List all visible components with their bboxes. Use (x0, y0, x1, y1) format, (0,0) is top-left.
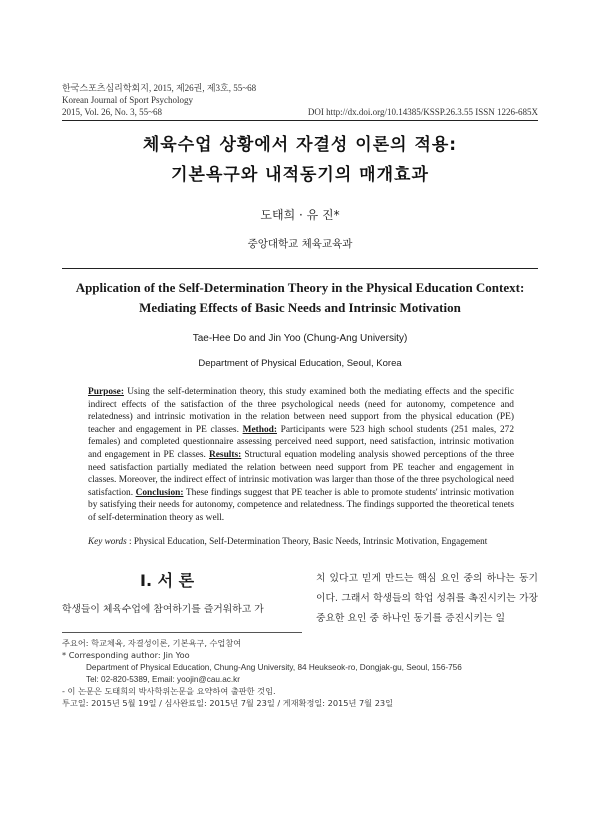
english-title-line1: Application of the Self-Determination Theory in the Physical Education Context: (75, 280, 525, 295)
journal-citation-korean: 한국스포츠심리학회지, 2015, 제26권, 제3호, 55~68 (62, 83, 257, 93)
title-divider (62, 268, 538, 269)
korean-title-line2: 기본욕구와 내적동기의 매개효과 (171, 165, 429, 185)
results-text: Structural equation modeling analysis showed perceptions of the three need satisfaction partially mediated the relation between need support from PE teacher and engagement in classes. Moreover, the indirect effect of intrinsic motivation was larger than those of the three psychological need satisfaction. (88, 449, 514, 498)
results-label: Results: (208, 449, 242, 460)
keywords (88, 536, 518, 546)
footnote-divider (62, 632, 302, 633)
footnote-dates: 투고일: 2015년 5월 19일 / 심사완료일: 2015년 7월 23일 / 게재확정일: 2015년 7월 23일 (62, 698, 394, 708)
conclusion-text: These findings suggest that PE teacher is able to promote students' intrinsic motivation by satisfying their needs for autonomy, competence and relatedness. The findings supported the theoretical tenets of self-determination theory as well. (88, 487, 514, 523)
method-text: Participants were 523 high school students (251 males, 272 females) and completed questionnaire assessing perceived need support, need satisfaction, intrinsic motivation and engagement in PE classes. (88, 424, 515, 460)
method-label: Method: (242, 424, 277, 435)
korean-title-line1: 체육수업 상황에서 자결성 이론의 적용: (142, 135, 458, 155)
english-title-line2: Mediating Effects of Basic Needs and Intrinsic Motivation (139, 300, 461, 315)
conclusion-label: Conclusion: (135, 487, 184, 498)
journal-volume-english: 2015, Vol. 26, No. 3, 55~68 (62, 107, 163, 117)
footnote-address: Department of Physical Education, Chung-Ang University, 84 Heukseok-ro, Dongjak-gu, Seoul, 156-756 (86, 663, 462, 672)
body-left-column: 학생들이 체육수업에 참여하기를 즐거워하고 가 (62, 604, 264, 615)
keywords-text: : Physical Education, Self-Determination Theory, Basic Needs, Intrinsic Motivation, Engagement (126, 536, 488, 546)
section-heading: I. 서 론 (140, 571, 195, 590)
korean-authors: 도태희 · 유 진* (260, 208, 340, 222)
footnote-dissertation-note: - 이 논문은 도태희의 박사학위논문을 요약하여 출판한 것임. (62, 686, 276, 696)
footnote-contact: Tel: 02-820-5389, Email: yoojin@cau.ac.kr (86, 675, 240, 684)
doi-issn: DOI http://dx.doi.org/10.14385/KSSP.26.3.55 ISSN 1226-685X (307, 107, 538, 117)
footnote-corresponding-author: * Corresponding author: Jin Yoo (62, 650, 190, 660)
abstract (88, 386, 514, 525)
english-authors: Tae-Hee Do and Jin Yoo (Chung-Ang University) (192, 333, 408, 344)
purpose-text: Using the self-determination theory, this study examined both the mediating effects and the specific indirect effects of the satisfaction of the three psychological needs (need for autonomy, competence and relatedness) and intrinsic motivation in the relation between need support from the physical education (PE) teacher and engagement in PE classes. (88, 387, 514, 435)
korean-affiliation: 중앙대학교 체육교육과 (247, 238, 353, 250)
footnote-keywords: 주요어: 학교체육, 자결성이론, 기본욕구, 수업참여 (62, 638, 242, 648)
keywords-label: Key words (88, 536, 127, 546)
header-divider (62, 120, 538, 121)
journal-name-english: Korean Journal of Sport Psychology (62, 95, 193, 105)
purpose-label: Purpose: (88, 387, 124, 397)
body-right-column: 치 있다고 믿게 만드는 핵심 요인 중의 하나는 동기이다. 그래서 학생들의 학업 성취를 촉진시키는 가장 중요한 요인 중 하나인 동기를 증진시키는 일 (316, 573, 538, 624)
english-affiliation: Department of Physical Education, Seoul, Korea (198, 358, 402, 369)
